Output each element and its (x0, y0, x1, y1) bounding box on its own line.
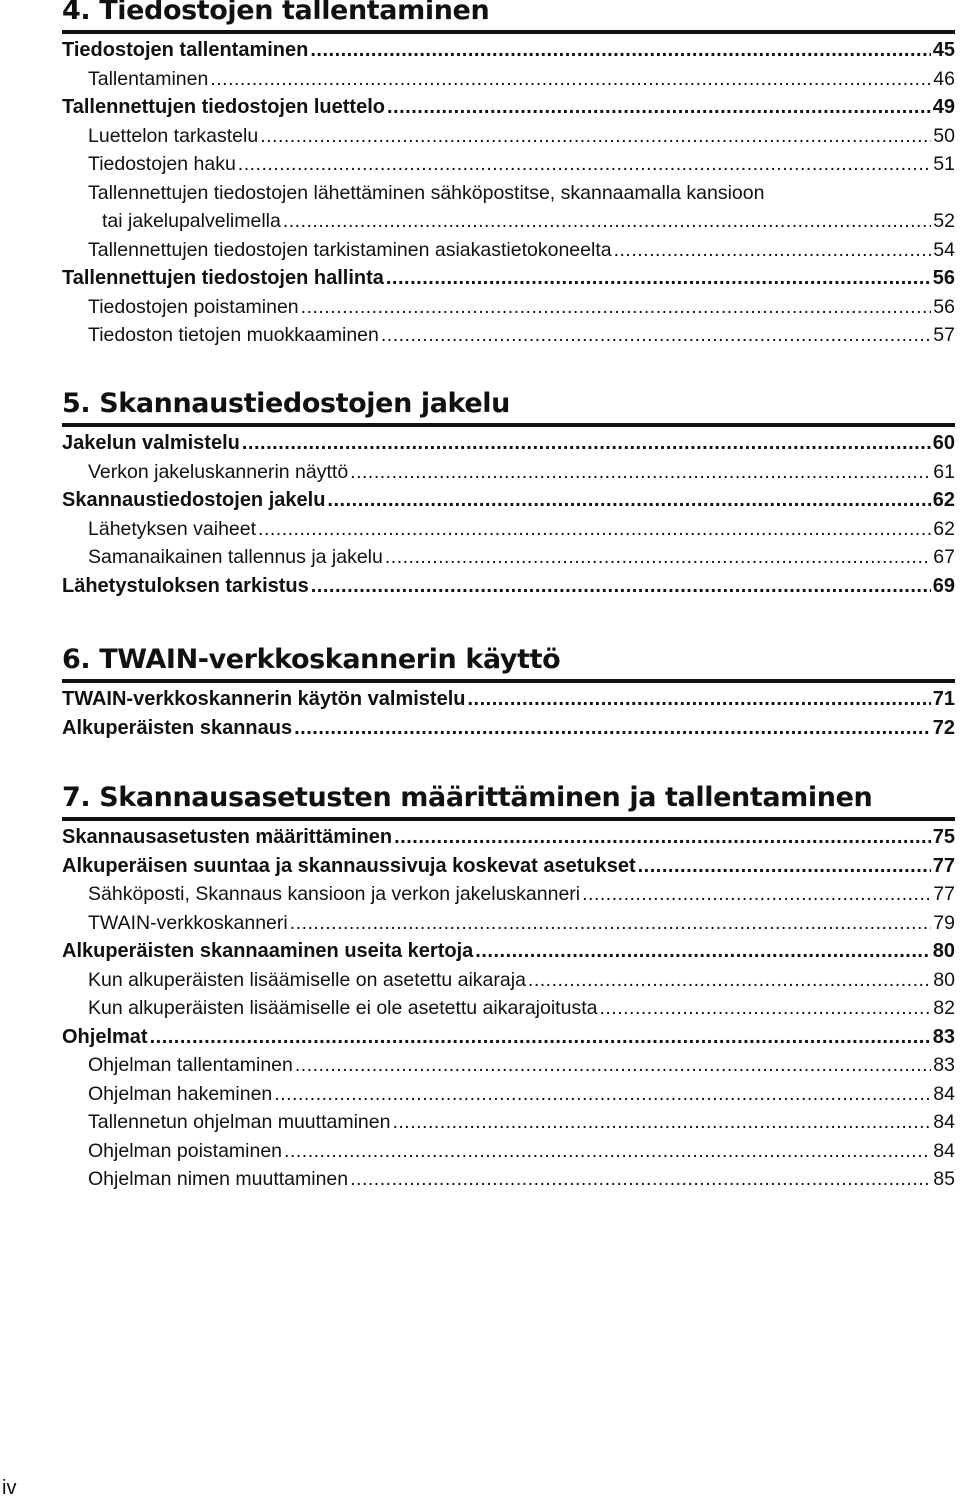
toc-entry-label: Skannausasetusten määrittäminen (62, 826, 393, 848)
toc-entry-list (0, 823, 955, 1194)
toc-entry-label: Ohjelman tallentaminen (88, 1054, 293, 1076)
toc-entry-page: 52 (933, 210, 955, 232)
toc-entry-page: 60 (932, 432, 955, 454)
toc-entry-label: Tallennettujen tiedostojen luettelo (62, 96, 385, 118)
toc-entry-page: 54 (933, 238, 955, 261)
toc-entry[interactable] (62, 1023, 955, 1052)
toc-entry-page: 56 (932, 267, 955, 289)
chapter-7 (0, 781, 955, 1194)
toc-entry-page: 49 (932, 96, 955, 118)
toc-entry[interactable] (62, 429, 955, 458)
toc-entry-label: Tiedostojen haku (88, 153, 236, 175)
toc-entry[interactable] (62, 486, 955, 515)
dot-leader (295, 1051, 931, 1080)
toc-entry-page: 77 (932, 854, 955, 877)
toc-entry-label: Skannaustiedostojen jakelu (62, 489, 326, 511)
dot-leader (528, 966, 931, 995)
toc-entry-label: Alkuperäisten skannaus (62, 716, 293, 739)
toc-entry-page: 84 (933, 1139, 955, 1162)
toc-entry-label: Kun alkuperäisten lisäämiselle on asetettu aikaraja (88, 968, 526, 991)
toc-entry[interactable] (62, 1080, 955, 1109)
chapter-4 (0, 0, 955, 350)
toc-entry-page: 85 (933, 1168, 955, 1190)
toc-entry-label: Samanaikainen tallennus ja jakelu (88, 546, 383, 568)
toc-entry-label: Tallennettujen tiedostojen lähettäminen sähköpostitse, skannaamalla kansioon (88, 181, 765, 204)
toc-entry-page: 50 (933, 124, 955, 147)
dot-leader (614, 236, 932, 265)
toc-entry[interactable] (62, 1165, 955, 1194)
toc-entry[interactable] (62, 543, 955, 572)
dot-leader (260, 122, 931, 151)
chapter-divider (62, 817, 955, 821)
chapter-title: 4. Tiedostojen tallentaminen (62, 0, 490, 26)
dot-leader (350, 458, 931, 487)
toc-entry-page: 82 (933, 997, 955, 1019)
toc-entry[interactable] (62, 293, 955, 322)
toc-entry-label: Sähköposti, Skannaus kansioon ja verkon jakeluskanneri (88, 883, 581, 905)
toc-entry-page: 75 (932, 826, 955, 848)
toc-entry[interactable] (62, 321, 955, 350)
dot-leader (283, 207, 931, 236)
toc-entry[interactable] (62, 1051, 955, 1080)
toc-entry-label: Lähetyksen vaiheet (88, 517, 257, 540)
toc-entry-page: 56 (933, 295, 955, 318)
toc-entry-label: Tallentaminen (88, 67, 209, 90)
toc-entry[interactable] (62, 909, 955, 938)
chapter-divider (62, 423, 955, 427)
toc-entry-list (0, 685, 955, 742)
toc-entry[interactable] (62, 966, 955, 995)
dot-leader (394, 823, 931, 852)
chapter-6 (0, 643, 955, 742)
toc-entry-page: 79 (933, 911, 955, 934)
toc-entry[interactable] (62, 823, 955, 852)
toc-entry-page: 80 (932, 940, 955, 962)
toc-entry[interactable] (62, 880, 955, 909)
toc-entry-page: 72 (932, 716, 955, 739)
chapter-divider (62, 30, 955, 34)
dot-leader (467, 685, 930, 714)
toc-entry-page: 45 (932, 39, 955, 61)
toc-entry[interactable] (62, 150, 955, 179)
toc-entry-label: Jakelun valmistelu (62, 432, 240, 454)
toc-entry[interactable] (62, 937, 955, 966)
toc-entry[interactable] (62, 1137, 955, 1166)
toc-entry-page: 67 (933, 546, 955, 568)
toc-entry-label: Tiedoston tietojen muokkaaminen (88, 324, 379, 346)
toc-entry-page: 69 (932, 574, 955, 597)
toc-entry-label: Luettelon tarkastelu (88, 124, 259, 147)
toc-entry-page: 71 (932, 688, 955, 710)
toc-entry[interactable] (62, 458, 955, 487)
dot-leader (238, 150, 932, 179)
toc-entry-label: TWAIN-verkkoskanneri (88, 911, 288, 934)
toc-entry[interactable] (62, 93, 955, 122)
toc-entry-page: 83 (932, 1025, 955, 1048)
toc-entry-label: Ohjelman hakeminen (88, 1082, 273, 1105)
toc-entry[interactable] (62, 179, 955, 208)
toc-entry-page: 84 (933, 1082, 955, 1105)
toc-entry-label: Kun alkuperäisten lisäämiselle ei ole asetettu aikarajoitusta (88, 997, 598, 1019)
page-number: iv (2, 1477, 17, 1499)
toc-entry-page: 83 (933, 1054, 955, 1076)
toc-entry-page: 51 (933, 153, 955, 175)
toc-entry-page: 62 (932, 489, 955, 511)
dot-leader (290, 909, 932, 938)
toc-entry[interactable] (62, 515, 955, 544)
toc-entry-label: Lähetystuloksen tarkistus (62, 574, 309, 597)
toc-entry[interactable] (62, 65, 955, 94)
dot-leader (210, 65, 931, 94)
chapter-title: 7. Skannausasetusten määrittäminen ja tallentaminen (62, 782, 873, 813)
dot-leader (258, 515, 931, 544)
chapter-divider (62, 679, 955, 683)
chapter-title: 5. Skannaustiedostojen jakelu (62, 388, 510, 419)
toc-entry[interactable] (62, 1108, 955, 1137)
dot-leader (310, 36, 930, 65)
toc-entry-label: Tiedostojen tallentaminen (62, 39, 309, 61)
toc-entry-page: 61 (933, 460, 955, 483)
toc-entry-label: Alkuperäisten skannaaminen useita kertoja (62, 940, 474, 962)
dot-leader (386, 264, 931, 293)
dot-leader (350, 1165, 931, 1194)
dot-leader (392, 1108, 931, 1137)
toc-entry-label: TWAIN-verkkoskannerin käytön valmistelu (62, 688, 466, 710)
toc-entry-page: 84 (933, 1111, 955, 1133)
toc-entry-page: 62 (933, 517, 955, 540)
toc-entry[interactable] (62, 264, 955, 293)
toc-entry-page: 57 (933, 324, 955, 346)
dot-leader (582, 880, 931, 909)
toc-entry-label: Tallennettujen tiedostojen tarkistaminen asiakastietokoneelta (88, 238, 612, 261)
toc-entry[interactable] (62, 572, 955, 601)
toc-entry-label: Tallennetun ohjelman muuttaminen (88, 1111, 391, 1133)
dot-leader (301, 293, 932, 322)
dot-leader (284, 1137, 931, 1166)
toc-entry-label: tai jakelupalvelimella (102, 210, 281, 232)
dot-leader (385, 543, 931, 572)
toc-entry[interactable] (62, 714, 955, 743)
dot-leader (311, 572, 931, 601)
toc-entry-label: Ohjelman nimen muuttaminen (88, 1168, 349, 1190)
toc-entry-page: 80 (933, 968, 955, 991)
dot-leader (327, 486, 930, 515)
toc-entry-label: Ohjelman poistaminen (88, 1139, 283, 1162)
toc-entry[interactable] (62, 207, 955, 236)
toc-entry-label: Alkuperäisen suuntaa ja skannaussivuja koskevat asetukset (62, 854, 636, 877)
toc-entry-label: Tiedostojen poistaminen (88, 295, 299, 318)
toc-entry[interactable] (62, 236, 955, 265)
dot-leader (242, 429, 931, 458)
toc-entry[interactable] (62, 122, 955, 151)
dot-leader (475, 937, 930, 966)
dot-leader (599, 994, 931, 1023)
toc-entry[interactable] (62, 994, 955, 1023)
toc-entry-list (0, 429, 955, 600)
toc-entry-list (0, 36, 955, 350)
dot-leader (381, 321, 931, 350)
chapter-title: 6. TWAIN-verkkoskannerin käyttö (62, 644, 561, 675)
toc-entry[interactable] (62, 852, 955, 881)
toc-entry-label: Verkon jakeluskannerin näyttö (88, 460, 349, 483)
chapter-5 (0, 387, 955, 600)
toc-entry[interactable] (62, 36, 955, 65)
dot-leader (638, 852, 931, 881)
dot-leader (294, 714, 931, 743)
toc-entry-label: Tallennettujen tiedostojen hallinta (62, 267, 384, 289)
toc-entry-label: Ohjelmat (62, 1025, 148, 1048)
toc-entry-page: 46 (933, 67, 955, 90)
dot-leader (274, 1080, 931, 1109)
dot-leader (387, 93, 931, 122)
toc-entry[interactable] (62, 685, 955, 714)
toc-entry-page: 77 (933, 883, 955, 905)
dot-leader (150, 1023, 931, 1052)
